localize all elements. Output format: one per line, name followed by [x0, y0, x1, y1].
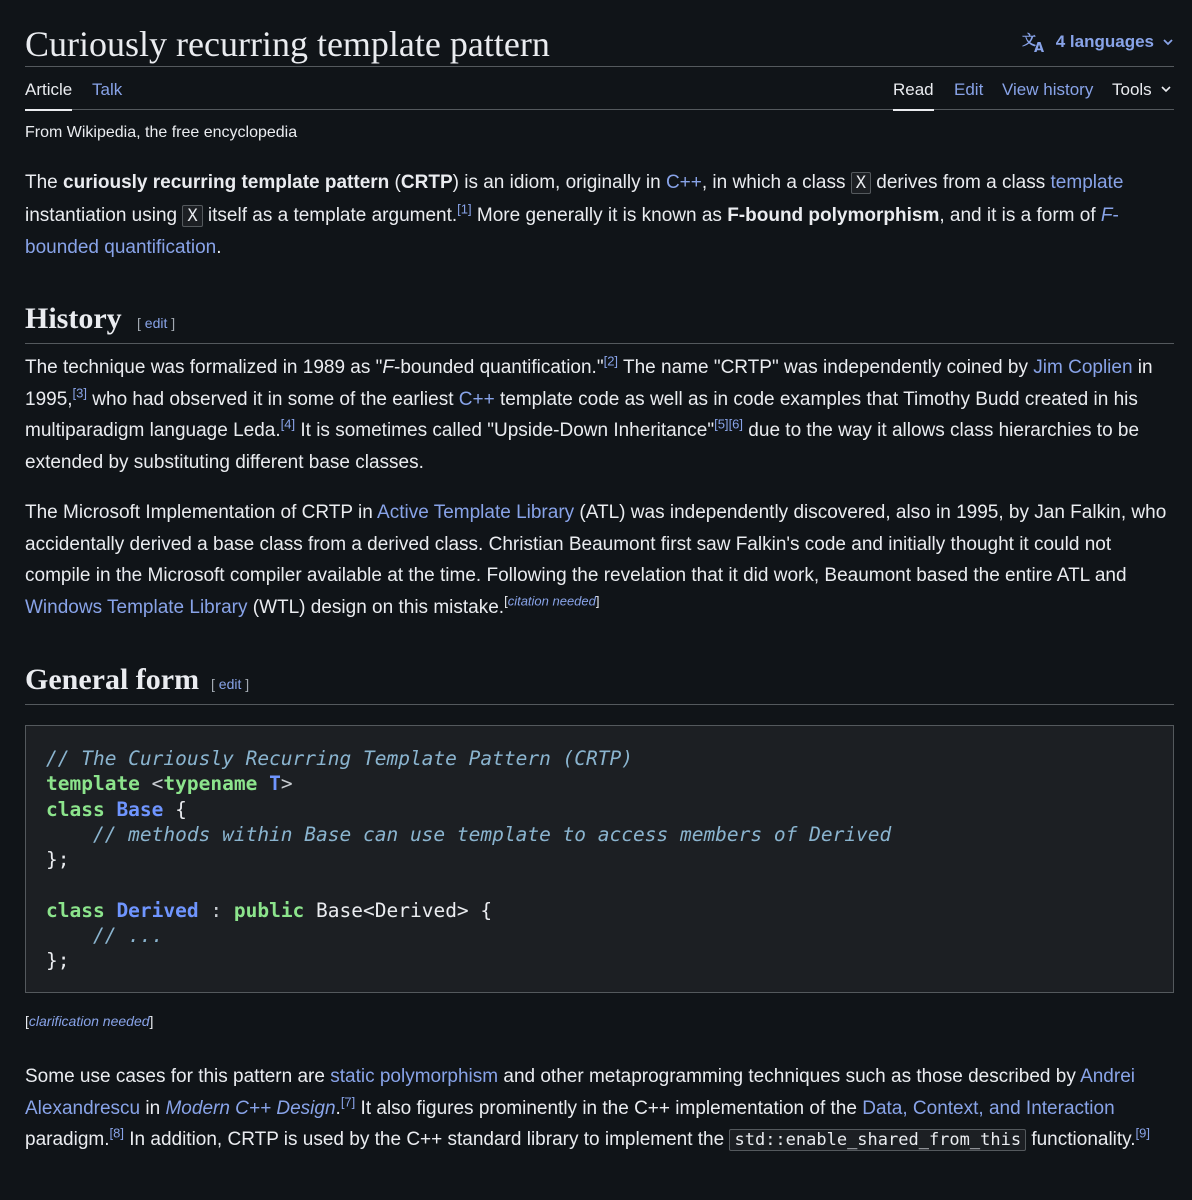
- link-modern-cpp-design[interactable]: Modern C++ Design: [165, 1097, 336, 1119]
- term-crtp-full: curiously recurring template pattern: [63, 172, 390, 193]
- tab-talk[interactable]: Talk: [92, 80, 123, 99]
- ref-7[interactable]: [7]: [340, 1094, 356, 1110]
- tab-edit[interactable]: Edit: [954, 80, 984, 99]
- tools-label: Tools: [1112, 80, 1152, 99]
- citation-needed-link[interactable]: citation needed: [507, 593, 596, 609]
- link-static-polymorphism[interactable]: static polymorphism: [330, 1066, 499, 1087]
- history-heading: [25, 300, 1174, 344]
- ref-1[interactable]: [1]: [457, 201, 472, 217]
- code-enable-shared-from-this: std::enable_shared_from_this: [729, 1129, 1026, 1151]
- link-windows-template-library[interactable]: Windows Template Library: [25, 596, 248, 618]
- chevron-down-icon: [1160, 83, 1172, 95]
- tagline: From Wikipedia, the free encyclopedia: [25, 124, 298, 141]
- ref-9[interactable]: [9]: [1135, 1125, 1151, 1141]
- link-f-bounded-quantification[interactable]: F-bounded quantification: [25, 204, 1119, 259]
- languages-button[interactable]: [1022, 30, 1174, 54]
- history-paragraph-2: The Microsoft Implementation of CRTP in Active Template Library (ATL) was independently discovered, also in 1995, by Jan Falkin, who accidentally derived a base class from a derived class. Christian Beaumont first saw Falkin's code and initially thought it could not compile in the Microsoft compiler available at the time. Following the revelation that it did work, Beaumont based the entire ATL and Windows Template Library (WTL) design on this mistake.[citation needed]: [25, 502, 1167, 618]
- section-title-general-form: General form: [25, 663, 200, 696]
- edit-link[interactable]: edit: [218, 676, 242, 692]
- edit-section-history: [ edit ]: [137, 315, 176, 331]
- clarification-needed-link[interactable]: clarification needed: [28, 1013, 150, 1029]
- svg-text:A: A: [1033, 41, 1044, 53]
- general-form-paragraph: Some use cases for this pattern are static polymorphism and other metaprogramming techniques such as those described by Andrei Alexandrescu in Modern C++ Design.[7] It also figures prominently in the C++ implementation of the Data, Context, and Interaction paradigm.[8] In addition, CRTP is used by the C++ standard library to implement the std::enable_shared_from_this functionality.[9]: [25, 1066, 1151, 1151]
- link-dci[interactable]: Data, Context, and Interaction: [862, 1097, 1115, 1119]
- section-title-history: History: [25, 302, 122, 335]
- link-template[interactable]: template: [1050, 172, 1124, 193]
- intro-paragraph: The curiously recurring template pattern (CRTP) is an idiom, originally in C++, in which a class X derives from a class template instantiation using X itself as a template argument.[1] More generally it is known as F-bound polymorphism, and it is a form of F-bounded quantification.: [25, 172, 1124, 259]
- general-form-heading: [25, 661, 1174, 705]
- page-title: Curiously recurring template pattern: [25, 24, 550, 64]
- title-row: [25, 0, 1174, 67]
- code-block: // The Curiously Recurring Template Pattern (CRTP) template <typename T> class Base { // methods within Base can use template to access members of Derived }; class Derived : public Base<Derived> { // ... };: [25, 725, 1174, 993]
- edit-section-general-form: [ edit ]: [211, 676, 250, 692]
- translate-icon: [1022, 31, 1048, 53]
- link-andrei-alexandrescu[interactable]: Andrei Alexandrescu: [25, 1066, 1135, 1119]
- link-active-template-library[interactable]: Active Template Library: [377, 502, 575, 523]
- ref-3[interactable]: [3]: [72, 385, 88, 401]
- link-jim-coplien[interactable]: Jim Coplien: [1033, 357, 1133, 378]
- svg-text:文: 文: [1021, 33, 1036, 49]
- tab-article[interactable]: Article: [25, 80, 73, 99]
- code-x: X: [851, 172, 871, 194]
- languages-label: 4 languages: [1055, 32, 1154, 51]
- ref-2[interactable]: [2]: [603, 353, 619, 369]
- chevron-down-icon: [1162, 36, 1174, 48]
- edit-link[interactable]: edit: [144, 315, 168, 331]
- ref-4[interactable]: [4]: [280, 416, 296, 432]
- tabs-row: [25, 67, 1174, 110]
- ref-8[interactable]: [8]: [109, 1125, 124, 1141]
- link-cpp[interactable]: C++: [665, 172, 702, 193]
- tab-view-history[interactable]: View history: [1002, 80, 1094, 99]
- tab-tools[interactable]: [1112, 79, 1172, 101]
- tab-read[interactable]: Read: [893, 80, 934, 99]
- ref-6[interactable]: [6]: [728, 416, 744, 432]
- code-x: X: [182, 205, 202, 227]
- clarification-needed: [clarification needed]: [25, 1013, 154, 1029]
- history-paragraph-1: The technique was formalized in 1989 as "F-bounded quantification."[2] The name "CRTP" was independently coined by Jim Coplien in 1995,[3] who had observed it in some of the earliest C++ template code as well as in code examples that Timothy Budd created in his multiparadigm language Leda.[4] It is sometimes called "Upside-Down Inheritance"[5][6] due to the way it allows class hierarchies to be extended by substituting different base classes.: [25, 353, 1153, 473]
- link-cpp[interactable]: C++: [458, 388, 495, 410]
- ref-5[interactable]: [5]: [714, 416, 729, 432]
